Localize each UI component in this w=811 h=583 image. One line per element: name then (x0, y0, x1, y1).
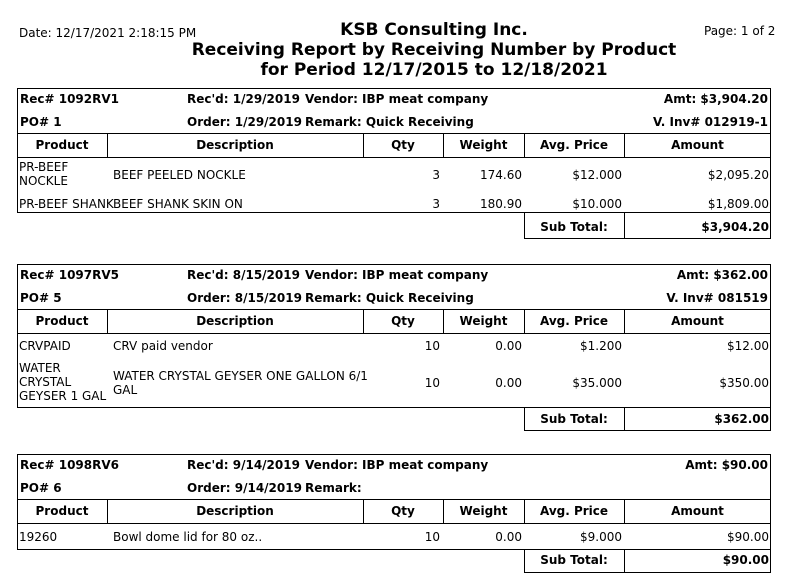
col-header-product: Product (35, 138, 89, 152)
rec-number: Rec# 1092RV1 (20, 92, 119, 106)
col-header-qty: Qty (391, 314, 415, 328)
col-header-weight: Weight (459, 314, 508, 328)
report-period: for Period 12/17/2015 to 12/18/2021 (260, 60, 608, 80)
received-date: Rec'd: 8/15/2019 (187, 268, 300, 282)
rec-number: Rec# 1097RV5 (20, 268, 119, 282)
order-date: Order: 1/29/2019 (187, 115, 302, 129)
product-description: CRV paid vendor (113, 339, 213, 353)
qty-value: 3 (432, 168, 440, 182)
vendor-invoice: V. Inv# 081519 (666, 291, 768, 305)
avg-price-value: $10.000 (572, 197, 622, 211)
remark: Remark: (305, 481, 362, 495)
avg-price-value: $9.000 (580, 530, 622, 544)
product-code: PR-BEEF SHANK (19, 197, 114, 211)
col-header-avg-price: Avg. Price (539, 504, 609, 518)
report-date: Date: 12/17/2021 2:18:15 PM (19, 26, 197, 40)
rec-amount: Amt: $362.00 (676, 268, 768, 282)
col-header-amount: Amount (671, 504, 724, 518)
subtotal-value: $362.00 (714, 412, 769, 426)
qty-value: 10 (424, 530, 440, 544)
vendor-name: Vendor: IBP meat company (305, 92, 489, 106)
receiving-section (17, 454, 771, 578)
subtotal-label: Sub Total: (540, 220, 608, 234)
weight-value: 0.00 (495, 339, 522, 353)
col-header-avg-price: Avg. Price (539, 314, 609, 328)
product-code: WATER CRYSTAL GEYSER 1 GAL (19, 361, 107, 403)
subtotal-label: Sub Total: (540, 412, 608, 426)
received-date: Rec'd: 9/14/2019 (187, 458, 300, 472)
order-date: Order: 8/15/2019 (187, 291, 302, 305)
page-indicator: Page: 1 of 2 (704, 24, 776, 38)
qty-value: 10 (424, 339, 440, 353)
amount-value: $2,095.20 (707, 168, 769, 182)
report-title: Receiving Report by Receiving Number by Product (191, 40, 677, 60)
received-date: Rec'd: 1/29/2019 (187, 92, 300, 106)
po-number: PO# 6 (20, 481, 62, 495)
col-header-product: Product (35, 504, 89, 518)
product-code: PR-BEEF NOCKLE (19, 160, 69, 188)
receiving-section (17, 88, 771, 242)
weight-value: 180.90 (480, 197, 522, 211)
receiving-section (17, 264, 771, 432)
col-header-weight: Weight (459, 504, 508, 518)
product-description: Bowl dome lid for 80 oz.. (113, 530, 263, 544)
vendor-name: Vendor: IBP meat company (305, 268, 489, 282)
subtotal-value: $3,904.20 (701, 220, 769, 234)
avg-price-value: $35.000 (572, 376, 622, 390)
product-description: BEEF SHANK SKIN ON (113, 197, 243, 211)
company-name: KSB Consulting Inc. (340, 20, 528, 40)
col-header-amount: Amount (671, 314, 724, 328)
qty-value: 3 (432, 197, 440, 211)
col-header-qty: Qty (391, 504, 415, 518)
col-header-description: Description (196, 138, 274, 152)
col-header-description: Description (196, 314, 274, 328)
order-date: Order: 9/14/2019 (187, 481, 302, 495)
col-header-weight: Weight (459, 138, 508, 152)
remark: Remark: Quick Receiving (305, 115, 474, 129)
col-header-product: Product (35, 314, 89, 328)
col-header-qty: Qty (391, 138, 415, 152)
avg-price-value: $1.200 (580, 339, 622, 353)
avg-price-value: $12.000 (572, 168, 622, 182)
weight-value: 0.00 (495, 530, 522, 544)
subtotal-label: Sub Total: (540, 553, 608, 567)
vendor-name: Vendor: IBP meat company (305, 458, 489, 472)
weight-value: 0.00 (495, 376, 522, 390)
col-header-avg-price: Avg. Price (539, 138, 609, 152)
rec-number: Rec# 1098RV6 (20, 458, 119, 472)
amount-value: $1,809.00 (707, 197, 769, 211)
amount-value: $90.00 (727, 530, 769, 544)
product-code: CRVPAID (19, 339, 71, 353)
remark: Remark: Quick Receiving (305, 291, 474, 305)
vendor-invoice: V. Inv# 012919-1 (653, 115, 768, 129)
amount-value: $350.00 (719, 376, 769, 390)
po-number: PO# 1 (20, 115, 62, 129)
product-description: WATER CRYSTAL GEYSER ONE GALLON 6/1 GAL (113, 369, 368, 397)
rec-amount: Amt: $3,904.20 (663, 92, 768, 106)
col-header-amount: Amount (671, 138, 724, 152)
subtotal-value: $90.00 (722, 553, 769, 567)
rec-amount: Amt: $90.00 (685, 458, 768, 472)
po-number: PO# 5 (20, 291, 62, 305)
product-code: 19260 (19, 530, 58, 544)
amount-value: $12.00 (727, 339, 769, 353)
col-header-description: Description (196, 504, 274, 518)
qty-value: 10 (424, 376, 440, 390)
weight-value: 174.60 (480, 168, 522, 182)
product-description: BEEF PEELED NOCKLE (113, 168, 246, 182)
